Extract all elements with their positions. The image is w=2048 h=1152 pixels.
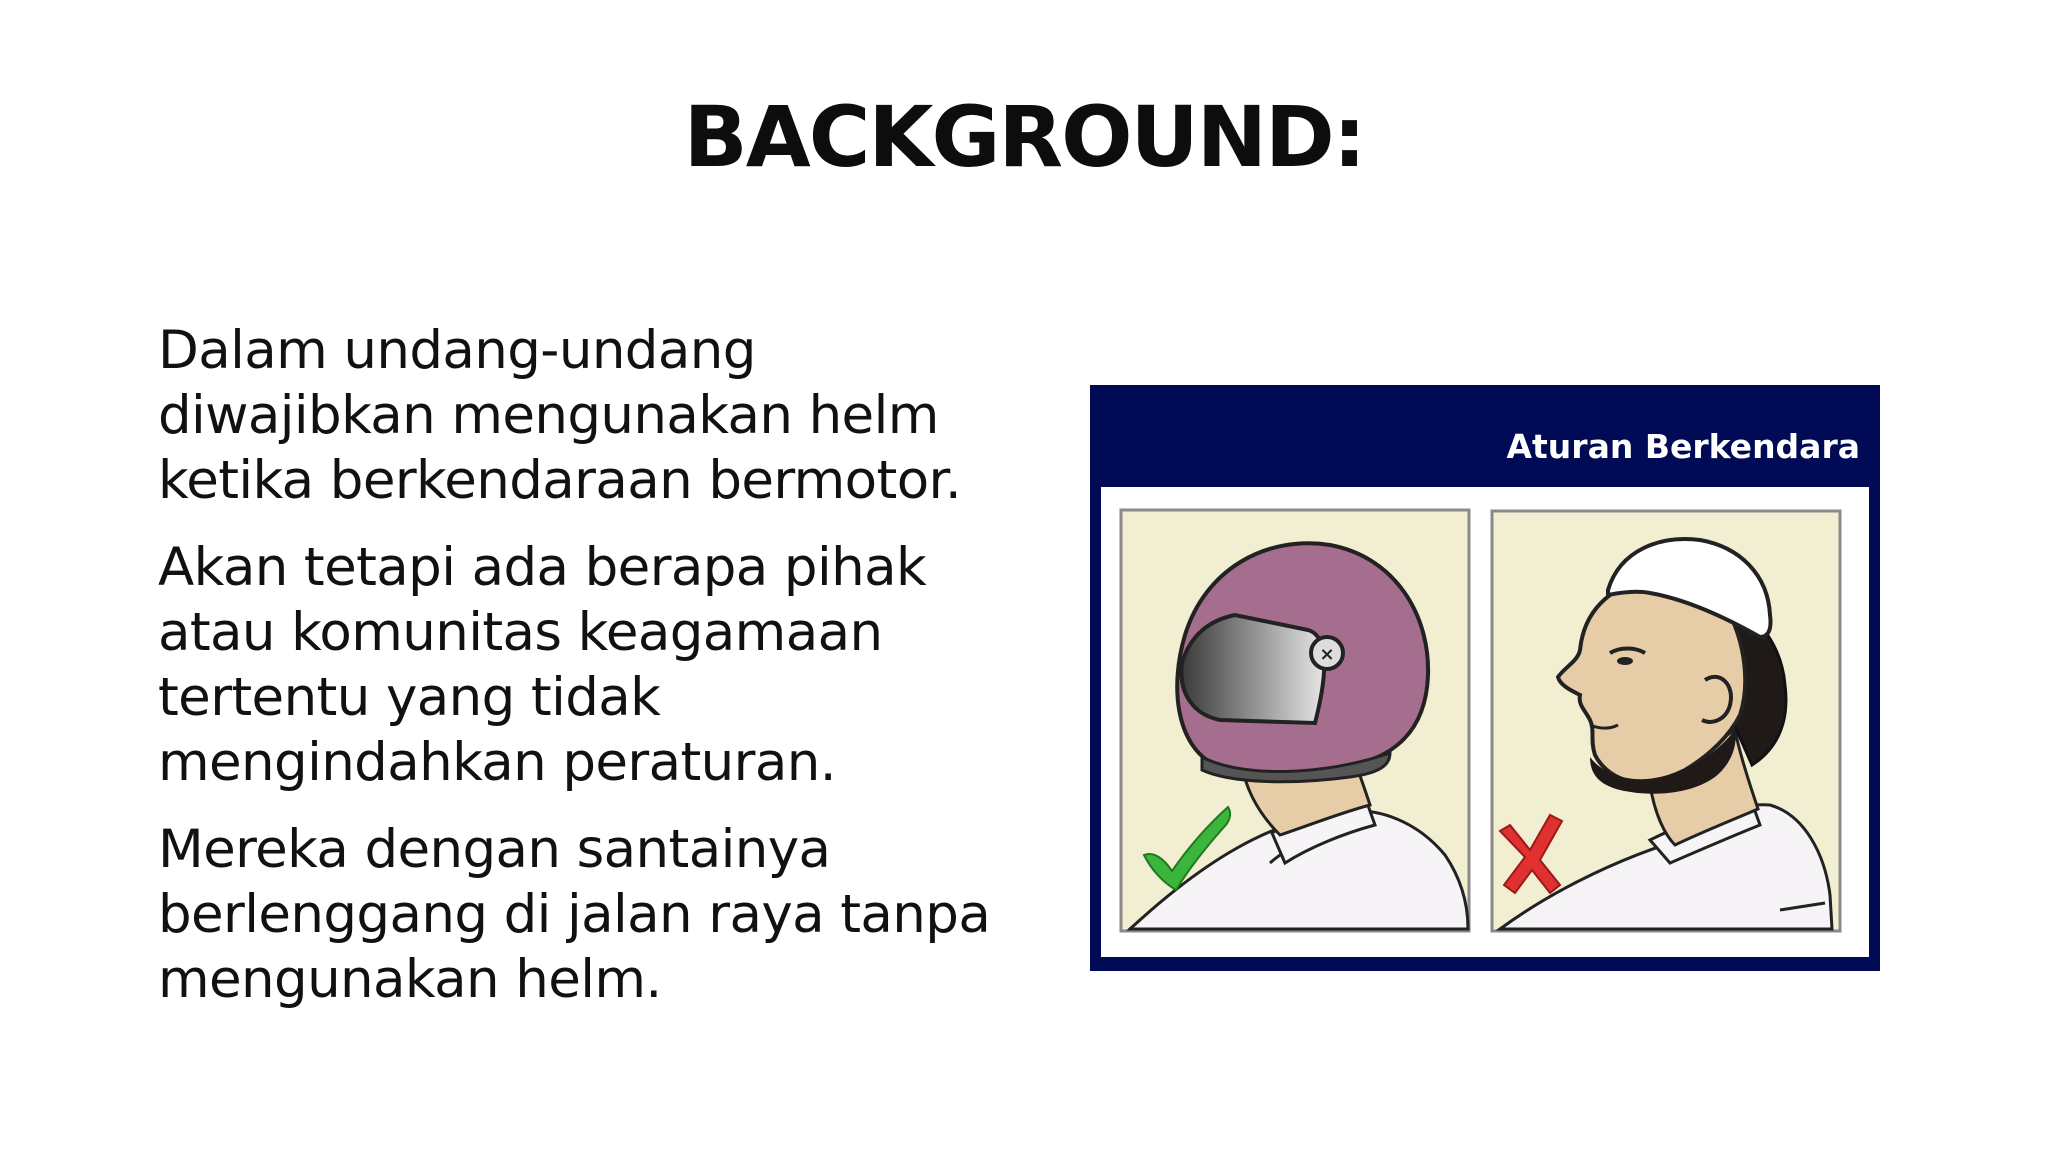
bullet-item: Dalam undang-undang diwajibkan mengunakan helm ketika berkendaraan bermotor. [158,320,962,511]
svg-text:×: × [1319,644,1335,665]
panel-without-helmet [1492,511,1840,931]
bullet-item: Akan tetapi ada berapa pihak atau komunitas keagamaan tertentu yang tidak mengindahkan peraturan. [158,537,927,793]
illustration-banner-title: Aturan Berkendara [1506,427,1860,466]
illustration-svg [1090,385,1880,971]
slide-title: BACKGROUND: [683,88,1365,186]
panel-with-helmet [1121,510,1469,931]
bullet-item: Mereka dengan santainya berlenggang di jalan raya tanpa mengunakan helm. [158,819,991,1010]
helmet-rule-illustration [1090,385,1880,971]
bullet-list [158,318,1018,1034]
